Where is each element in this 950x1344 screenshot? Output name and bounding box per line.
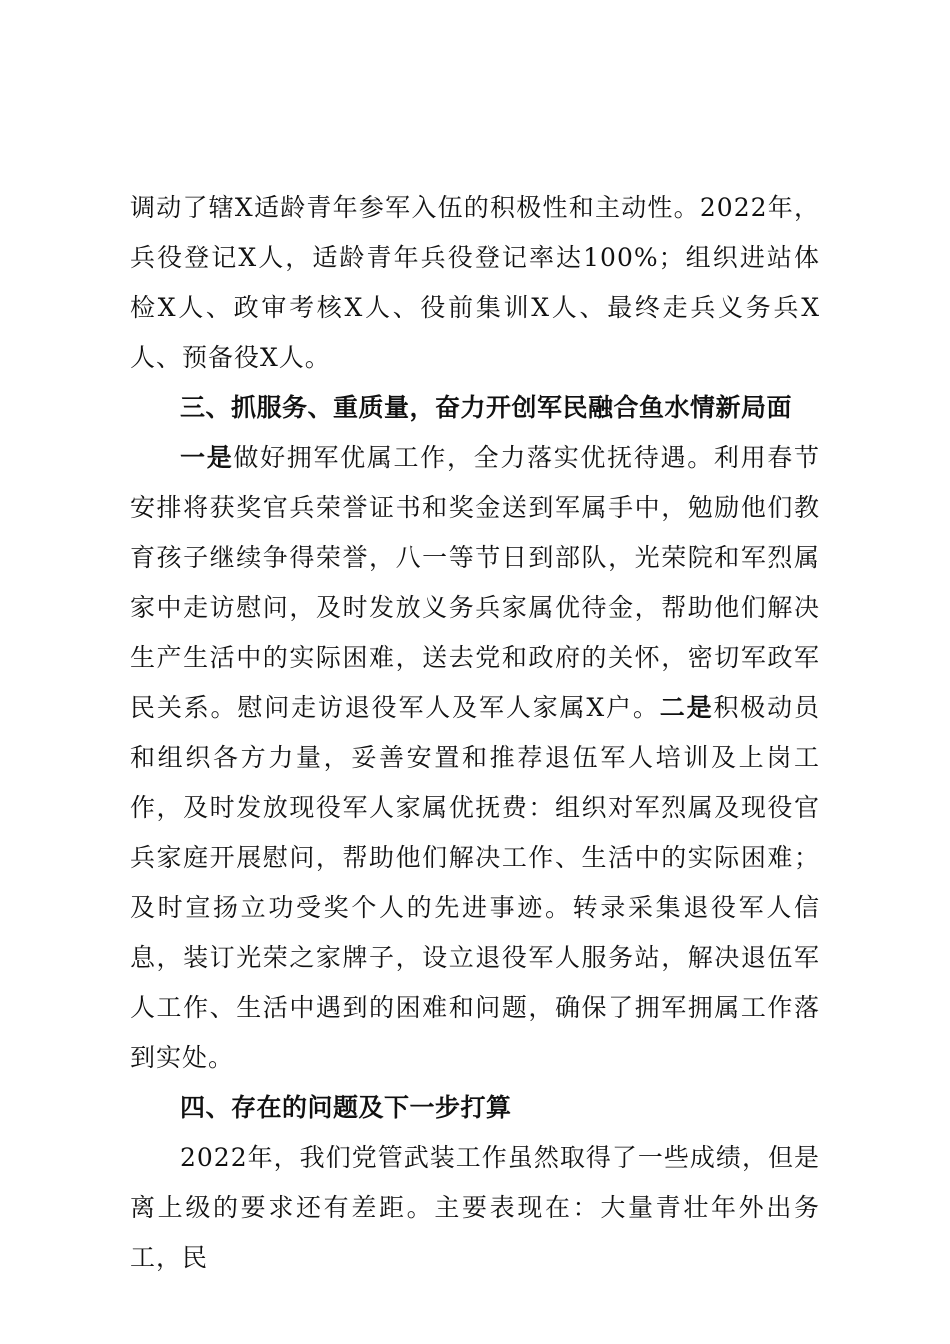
section-3-text-2: 积极动员和组织各方力量，妥善安置和推荐退伍军人培训及上岗工作，及时发放现役军人家属优抚费：组织对军烈属及现役官兵家庭开展慰问，帮助他们解决工作、生活中的实际困难；及时宣扬立功受奖个人的先进事迹。转录采集退役军人信息，装订光荣之家牌子，设立退役军人服务站，解决退伍军人工作、生活中遇到的困难和问题，确保了拥军拥属工作落到实处。 [130, 693, 820, 1072]
lead-marker-2: 二是 [659, 693, 714, 722]
continuation-paragraph: 调动了辖X适龄青年参军入伍的积极性和主动性。2022年，兵役登记X人，适龄青年兵役登记率达100%；组织进站体检X人、政审考核X人、役前集训X人、最终走兵义务兵X人、预备役X人。 [130, 193, 820, 372]
lead-marker-1: 一是 [180, 443, 234, 472]
section-4-paragraph: 2022年，我们党管武装工作虽然取得了一些成绩，但是离上级的要求还有差距。主要表现在：大量青壮年外出务工，民 [130, 1143, 820, 1272]
section-3-text-1: 做好拥军优属工作，全力落实优抚待遇。利用春节安排将获奖官兵荣誉证书和奖金送到军属手中，勉励他们教育孩子继续争得荣誉，八一等节日到部队，光荣院和军烈属家中走访慰问，及时发放义务兵家属优待金，帮助他们解决生产生活中的实际困难，送去党和政府的关怀，密切军政军民关系。慰问走访退役军人及军人家属X户。 [130, 443, 820, 722]
document-body [130, 183, 820, 1283]
section-4-heading: 四、存在的问题及下一步打算 [180, 1093, 512, 1122]
section-3-heading: 三、抓服务、重质量，奋力开创军民融合鱼水情新局面 [180, 393, 793, 422]
section-3-paragraph [130, 433, 820, 1083]
